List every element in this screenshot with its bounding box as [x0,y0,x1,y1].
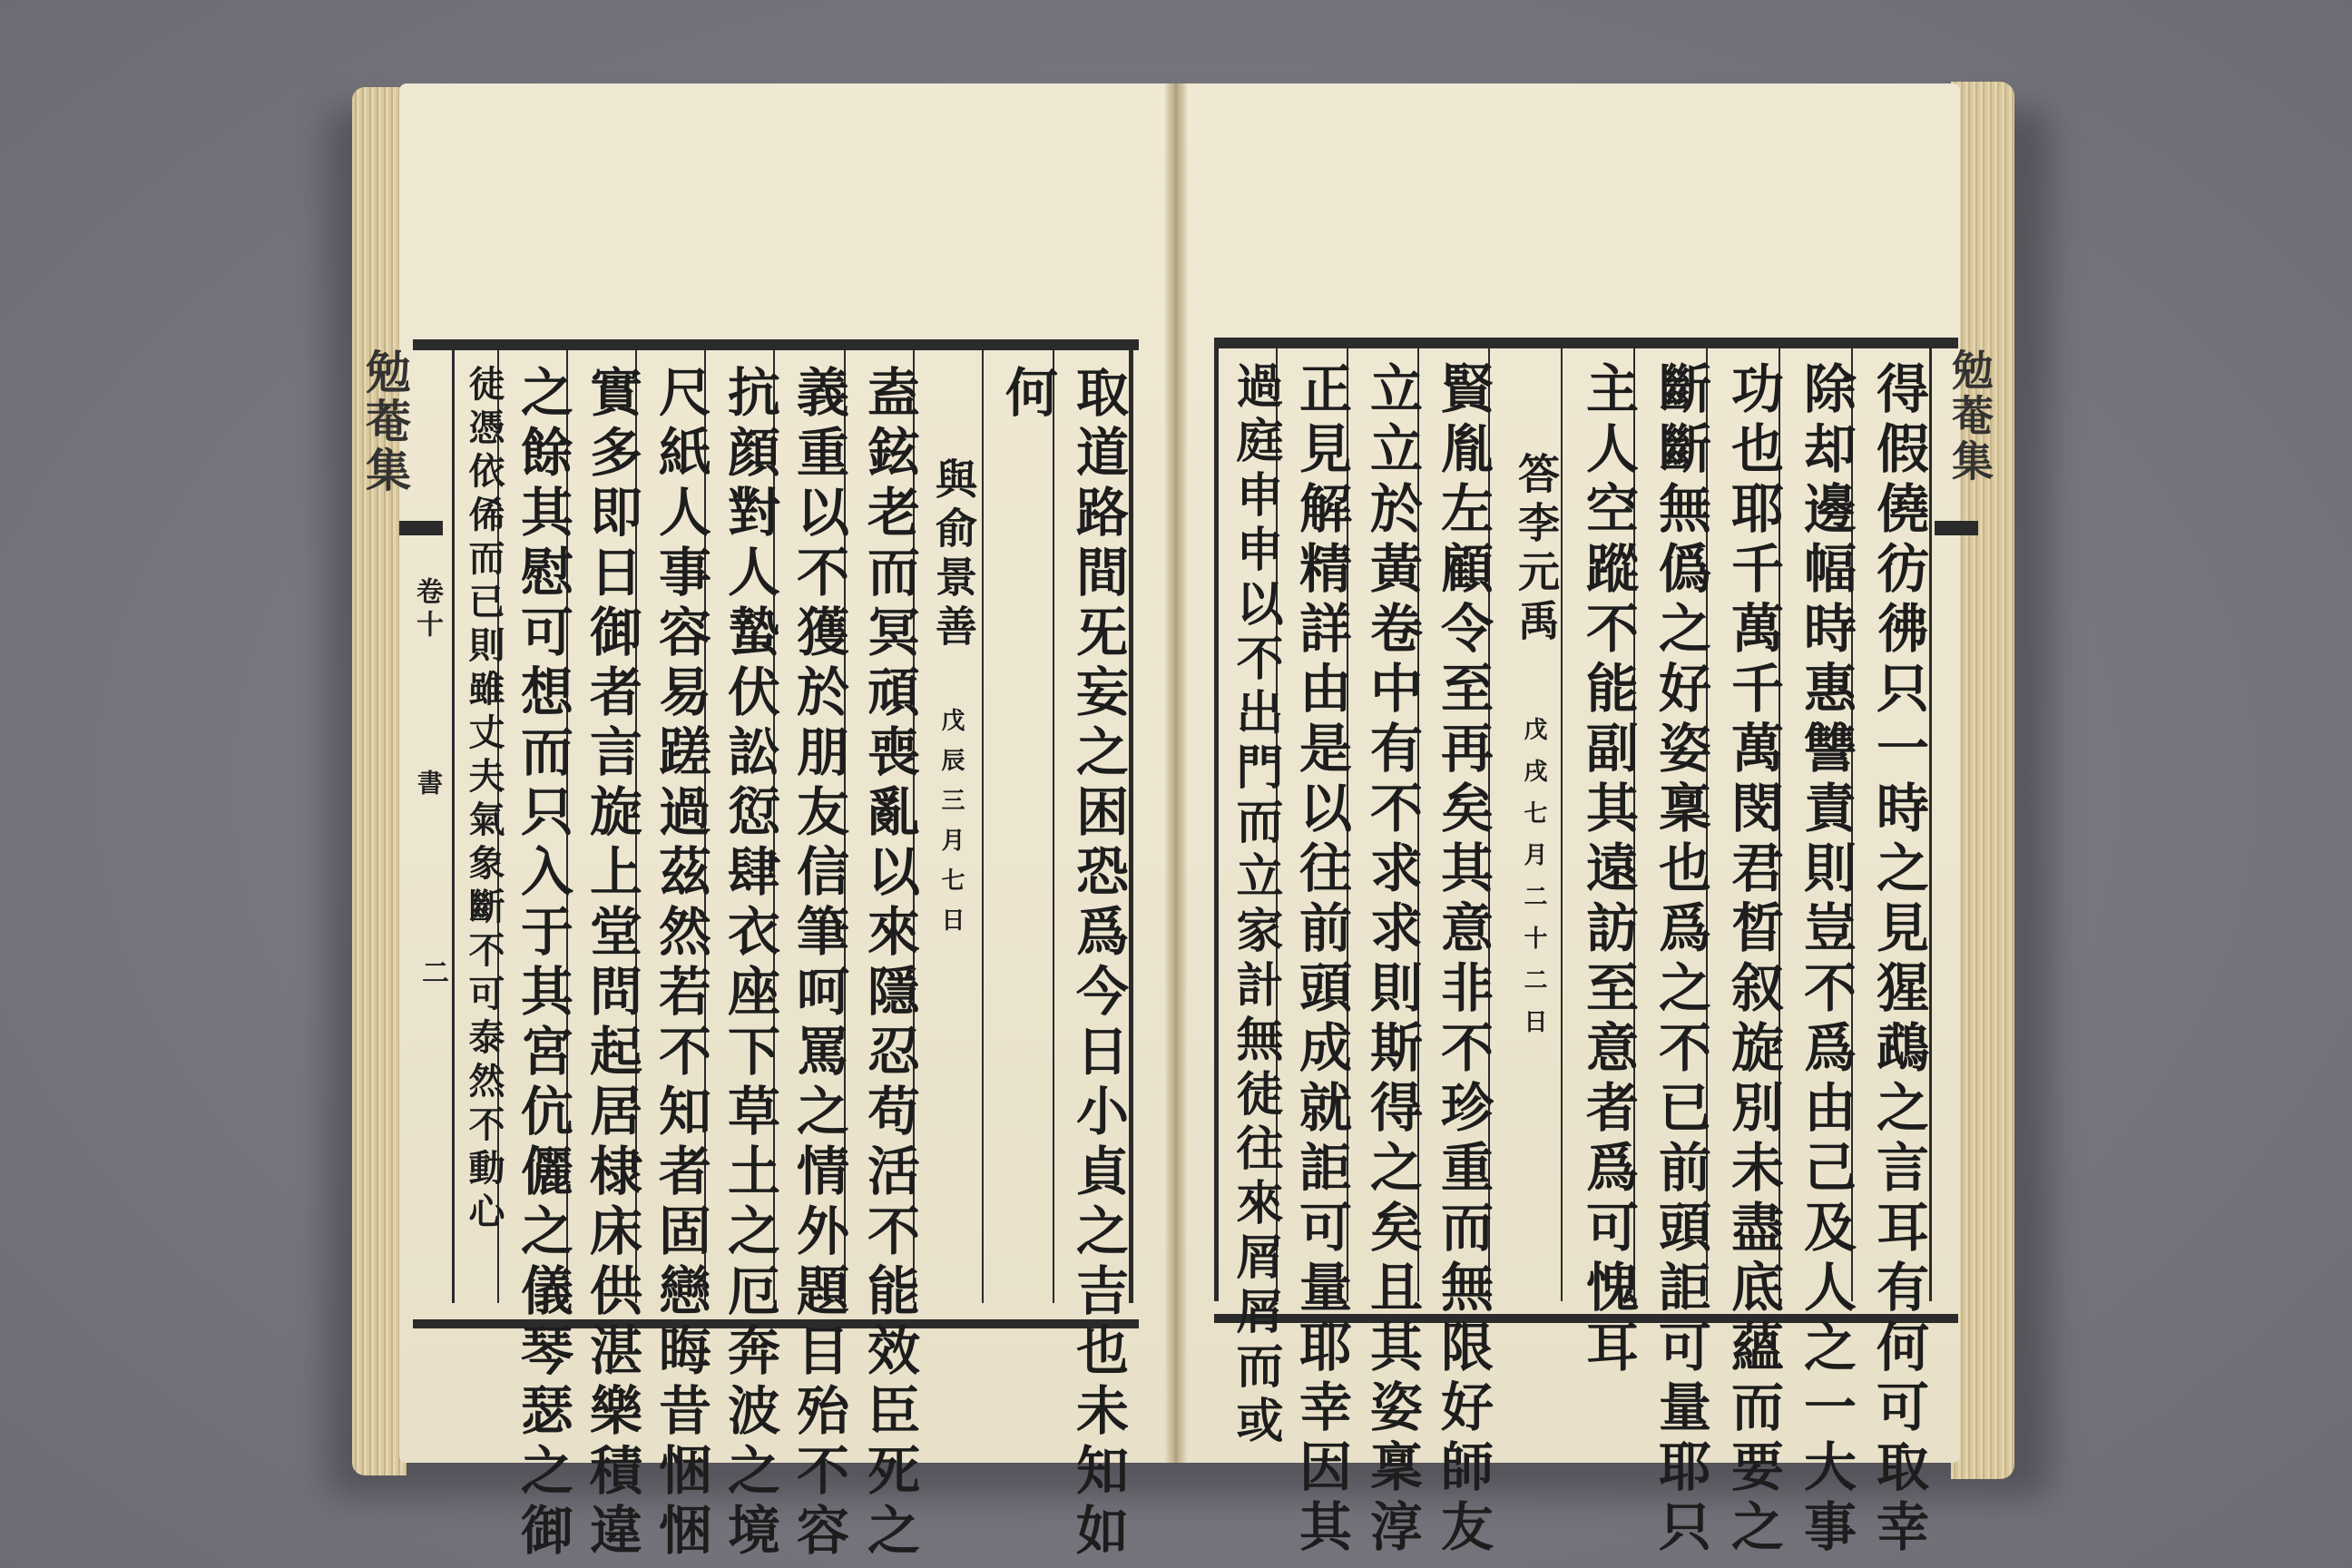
left-spine-page-number: 二 [416,958,448,985]
right-spine-book-title: 勉菴集 [1945,348,1994,485]
text-column: 盍鉉老而冥頑喪亂以來隱忍苟活不能效臣死之 [858,365,920,1563]
left-spine-section: 書 [414,769,444,795]
book-gutter [1165,83,1187,1463]
text-column: 除却邊幅時惠讐責則豈不爲由己及人之一大事 [1795,361,1857,1559]
text-column: 義重以不獲於朋友信筆呵罵之情外題目殆不容 [788,365,849,1563]
letter-date: 戊辰三月七日 [937,708,965,947]
fishtail-mark [399,521,443,535]
text-column: 徒憑依俙而已則雖丈夫氣象斷不可泰然不動心 [463,365,505,1236]
left-frame-spine-rule [452,348,455,1303]
text-column: 功也耶千萬千萬閔君晳叙旋別未盡底蘊而要之 [1722,361,1784,1559]
letter-heading: 答李元禹 [1512,452,1561,648]
right-page-edges [1951,82,2014,1479]
letter-date: 戊戌七月二十二日 [1520,717,1547,1051]
text-column: 過庭申申以不出門而立家計無徒往來屑屑而或 [1228,361,1283,1450]
text-column: 尺紙人事容易蹉過茲然若不知者固戀晦昔悃悃 [650,365,711,1563]
text-column: 何 [996,365,1058,425]
left-column-rule [1053,348,1054,1303]
right-frame-left-border [1214,347,1219,1301]
left-spine-book-title: 勉菴集 [358,348,412,495]
text-column: 主人空蹤不能副其遠訪至意者爲可愧耳 [1577,361,1639,1379]
text-column: 得假僥彷彿只一時之見猩鵡之言耳有何可取幸 [1867,361,1929,1559]
letter-heading: 與俞景善 [929,457,978,653]
left-spine-volume: 卷十 [411,577,443,642]
text-column: 抗顔對人蟄伏訟愆肆衣座下草土之厄奔波之境 [719,365,780,1563]
text-column: 正見解精詳由是以往前頭成就詎可量耶幸因其 [1290,361,1352,1559]
text-column: 取道路間旡妄之困恐爲今日小貞之吉也未知如 [1067,365,1129,1563]
fishtail-mark [1935,521,1978,535]
text-column: 立立於黃卷中有不求求則斯得之矣且其姿稟淳 [1361,361,1423,1559]
text-column: 之餘其慰可想而只入于其宮伉儷之儀琴瑟之御 [512,365,573,1563]
text-column: 斷斷無僞之好姿稟也爲之不已前頭詎可量耶只 [1650,361,1711,1559]
left-page-edges [352,87,407,1475]
text-column: 實多即日御者言旋上堂問起居棣床供湛樂積違 [581,365,642,1563]
text-column: 賢胤左顧令至再矣其意非不珍重而無限好師友 [1432,361,1494,1559]
